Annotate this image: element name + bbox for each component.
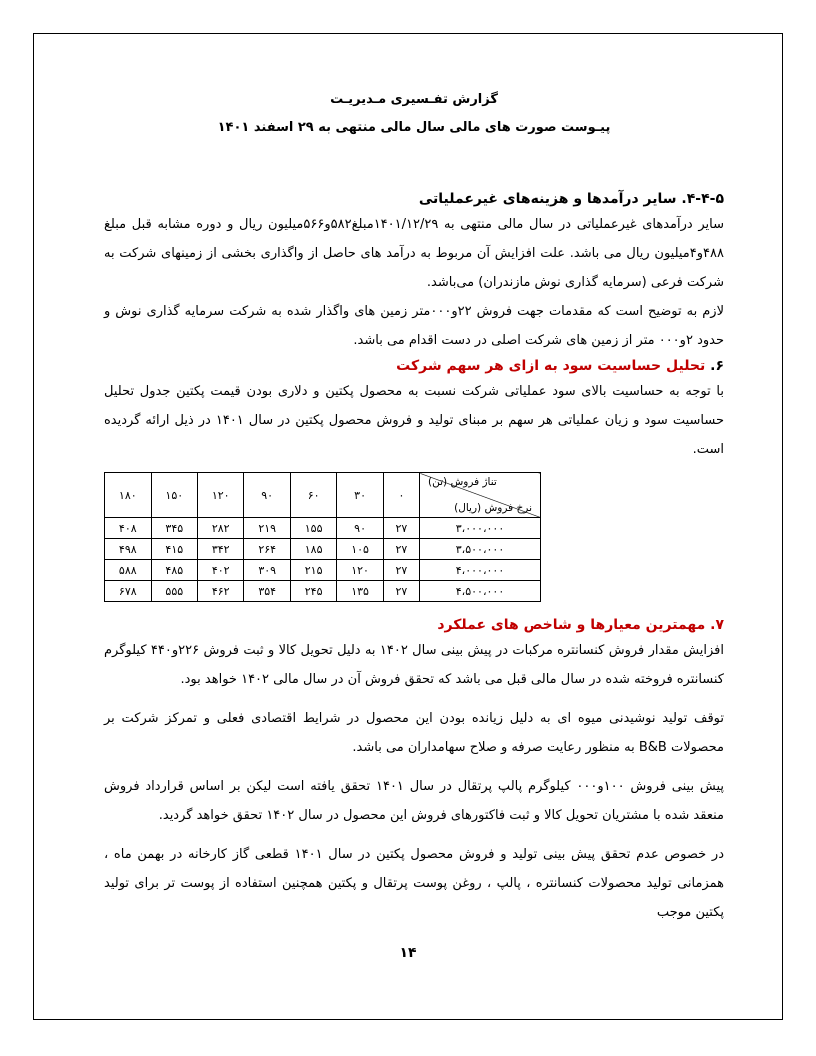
table-cell: ۱۰۵ xyxy=(337,539,383,560)
table-cell: ۴۰۸ xyxy=(105,518,152,539)
document-body xyxy=(104,90,724,927)
rate-cell: ۳،۵۰۰،۰۰۰ xyxy=(420,539,541,560)
table-cell: ۱۲۰ xyxy=(337,560,383,581)
table-cell: ۱۵۵ xyxy=(290,518,336,539)
section-title: تحلیل حساسیت سود به ازای هر سهم شرکت xyxy=(396,358,706,374)
paragraph-sensitivity: با توجه به حساسیت بالای سود عملیاتی شرکت نسبت به محصول پکتین و دلاری بودن قیمت پکتین جدول تحلیل حساسیت سود و زیان عملیاتی هر سهم بر مبنای تولید و فروش محصول پکتین در سال ۱۴۰۱ در ذیل ارائه گردیده است. xyxy=(104,384,724,457)
table-cell: ۳۵۴ xyxy=(244,581,290,602)
table-cell: ۲۶۴ xyxy=(244,539,290,560)
paragraph-fruit-drink: توقف تولید نوشیدنی میوه ای به دلیل زیانده بودن این محصول در شرایط اقتصادی فعلی و تمرکز شرکت بر محصولات B&B به منظور رعایت صرفه و صلاح سهامداران می باشد. xyxy=(104,711,724,755)
column-header: ۳۰ xyxy=(337,473,383,518)
rate-cell: ۴،۰۰۰،۰۰۰ xyxy=(420,560,541,581)
corner-label-tonnage: تناژ فروش (تن) xyxy=(428,476,497,488)
section-heading-kpis: ۷. مهمترین معیارها و شاخص های عملکرد xyxy=(437,617,724,633)
table-row xyxy=(105,581,541,602)
table-row xyxy=(105,560,541,581)
sensitivity-table xyxy=(104,472,541,602)
section-heading-sensitivity xyxy=(104,355,724,377)
section-number: ۶. xyxy=(710,358,724,374)
report-title: گزارش تفـسیری مـدیریـت xyxy=(330,92,498,107)
table-cell: ۳۴۲ xyxy=(198,539,244,560)
column-header: ۱۲۰ xyxy=(198,473,244,518)
column-header: ۶۰ xyxy=(290,473,336,518)
rate-cell: ۳،۰۰۰،۰۰۰ xyxy=(420,518,541,539)
column-header: ۹۰ xyxy=(244,473,290,518)
table-cell: ۵۸۸ xyxy=(105,560,152,581)
table-cell: ۴۰۲ xyxy=(198,560,244,581)
table-cell: ۳۰۹ xyxy=(244,560,290,581)
table-cell: ۲۴۵ xyxy=(290,581,336,602)
paragraph-orange-pulp: پیش بینی فروش ۱۰۰و۰۰۰ کیلوگرم پالپ پرتقال در سال ۱۴۰۱ تحقق یافته است لیکن بر اساس قرارداد فروش منعقد شده با مشتریان تحویل کالا و ثبت فاکتورهای فروش این محصول در سال ۱۴۰۲ تحقق خواهد گردید. xyxy=(104,779,724,823)
table-cell: ۴۹۸ xyxy=(105,539,152,560)
table-row xyxy=(105,539,541,560)
report-subtitle: پیـوست صورت های مالی سال مالی منتهی به ۲۹ اسفند ۱۴۰۱ xyxy=(217,120,611,135)
corner-label-rate: نرخ فروش (ریال) xyxy=(454,502,532,514)
paragraph-non-operating-income: سایر درآمدهای غیرعملیاتی در سال مالی منتهی به ۱۴۰۱/۱۲/۲۹مبلغ۵۸۲و۵۶۶میلیون ریال و دوره مشابه قبل مبلغ ۴۸۸و۴میلیون ریال می باشد. علت افزایش آن مربوط به درآمد های حاصل از واگذاری بخشی از زمینهای شرکت به شرکت فرعی (سرمایه گذاری نوش مازندران) می‌باشد. xyxy=(104,217,725,290)
table-cell: ۱۸۵ xyxy=(290,539,336,560)
column-header: ۱۸۰ xyxy=(105,473,152,518)
table-cell: ۲۸۲ xyxy=(198,518,244,539)
table-cell: ۲۱۹ xyxy=(244,518,290,539)
table-cell: ۴۶۲ xyxy=(198,581,244,602)
table-cell: ۲۱۵ xyxy=(290,560,336,581)
page-number: ۱۴ xyxy=(399,945,417,961)
table-header-row xyxy=(105,473,541,518)
table-cell: ۶۷۸ xyxy=(105,581,152,602)
table-cell: ۴۸۵ xyxy=(151,560,197,581)
table-cell: ۹۰ xyxy=(337,518,383,539)
table-row xyxy=(105,518,541,539)
table-cell: ۴۱۵ xyxy=(151,539,197,560)
section-heading-non-operating: ۴-۴-۵. سایر درآمدها و هزینه‌های غیرعملیاتی xyxy=(418,191,724,207)
paragraph-pectin: در خصوص عدم تحقق پیش بینی تولید و فروش محصول پکتین در سال ۱۴۰۱ قطعی گاز کارخانه در بهمن ماه ، همزمانی تولید محصولات کنسانتره ، پالپ ، روغن پوست پرتقال و پکتین همچنین استفاده از پوست تر برای تولید پکتین موجب xyxy=(104,847,724,920)
table-cell: ۲۷ xyxy=(383,560,419,581)
table-cell: ۱۳۵ xyxy=(337,581,383,602)
table-cell: ۳۴۵ xyxy=(151,518,197,539)
paragraph-land-sale: لازم به توضیح است که مقدمات جهت فروش ۲۲و۰۰۰متر زمین های واگذار شده به شرکت سرمایه گذاری نوش و حدود ۲و۰۰۰ متر از زمین های شرکت اصلی در دست اقدام می باشد. xyxy=(104,304,725,348)
table-cell: ۲۷ xyxy=(383,539,419,560)
column-header: ۱۵۰ xyxy=(151,473,197,518)
table-cell: ۲۷ xyxy=(383,518,419,539)
rate-cell: ۴،۵۰۰،۰۰۰ xyxy=(420,581,541,602)
table-cell: ۲۷ xyxy=(383,581,419,602)
column-header: ۰ xyxy=(383,473,419,518)
table-cell: ۵۵۵ xyxy=(151,581,197,602)
paragraph-concentrate-sales: افزایش مقدار فروش کنسانتره مرکبات در پیش بینی سال ۱۴۰۲ به دلیل تحویل کالا و ثبت فروش ۲۲۶و۴۴۰ کیلوگرم کنسانتره فروخته شده در سال مالی قبل می باشد که تحقق فروش آن در سال مالی ۱۴۰۲ خواهد بود. xyxy=(104,643,724,687)
table-corner-cell xyxy=(420,473,541,518)
